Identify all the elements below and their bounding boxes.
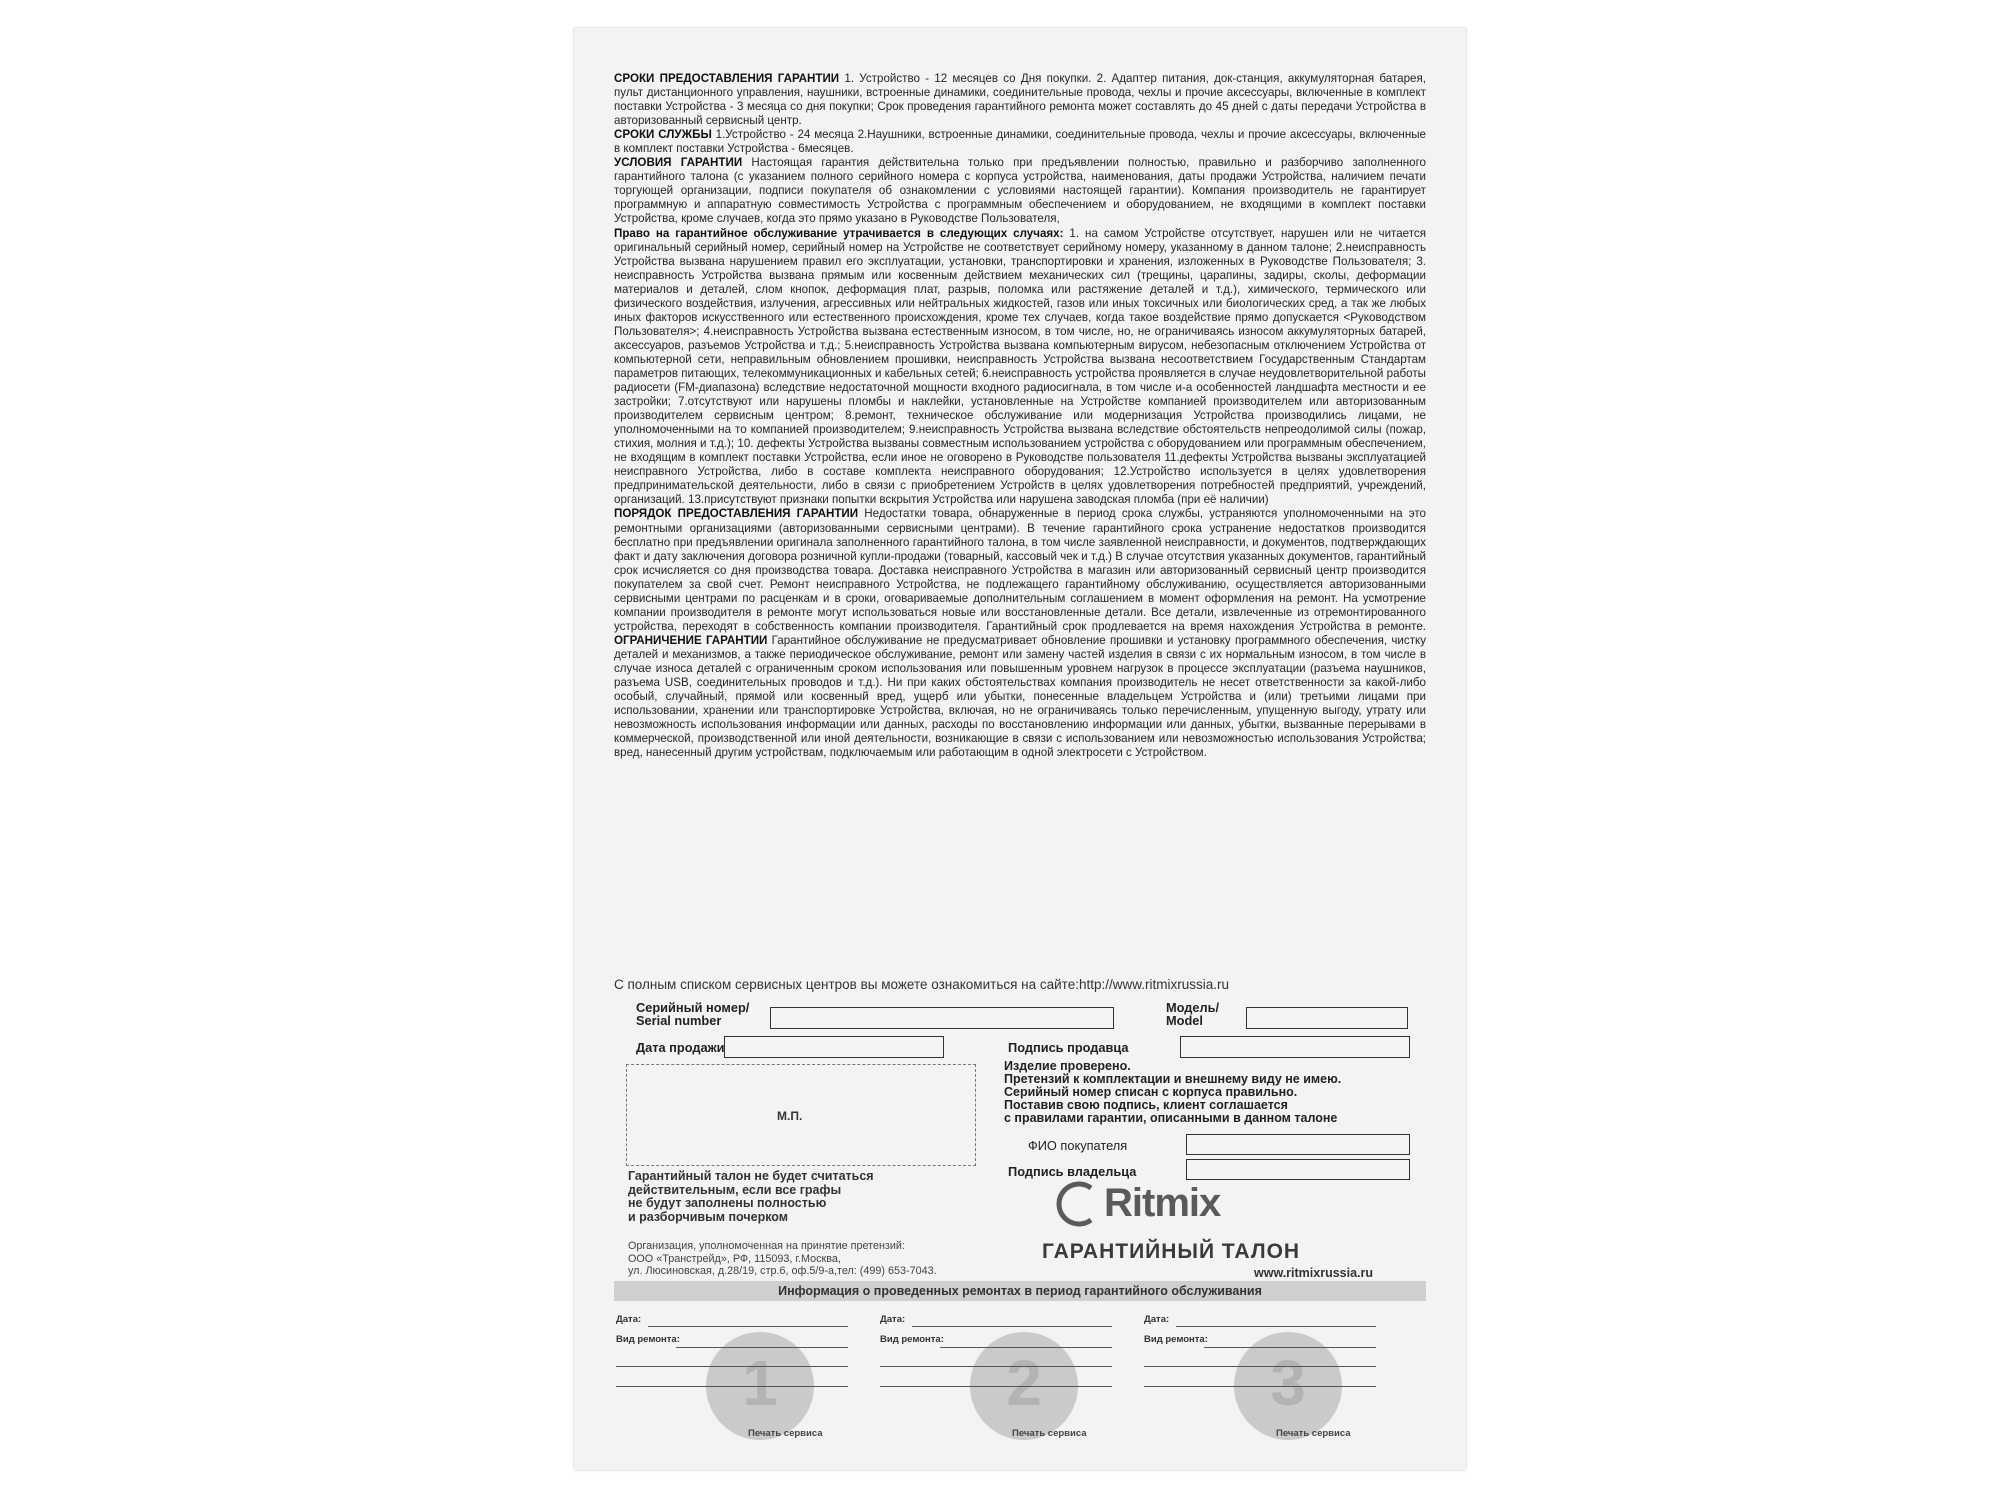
stamp-area xyxy=(626,1064,976,1166)
ritmix-logo-icon xyxy=(1049,1180,1109,1228)
repair-number-badge: 1 xyxy=(706,1332,814,1440)
terms-paragraph xyxy=(614,227,1426,508)
repair-type-line[interactable] xyxy=(676,1347,848,1348)
validity-note: Гарантийный талон не будет считаться действительным, если все графы не будут заполнены полностью и разборчивым почерком xyxy=(628,1169,874,1224)
terms-paragraph xyxy=(614,156,1426,226)
repairs-heading: Информация о проведенных ремонтах в период гарантийного обслуживания xyxy=(614,1281,1426,1301)
model-label: Модель/ Model xyxy=(1166,1000,1220,1028)
serial-number-field[interactable] xyxy=(770,1007,1114,1029)
terms-paragraph xyxy=(614,507,1426,760)
repair-type-label: Вид ремонта: xyxy=(616,1334,680,1345)
coupon-title: ГАРАНТИЙНЫЙ ТАЛОН xyxy=(1042,1240,1301,1263)
repair-number-badge: 3 xyxy=(1234,1332,1342,1440)
terms-body: Гарантийное обслуживание не предусматривает обновление прошивки и установку программного обеспечения, чистку деталей и механизмов, а также периодическое обслуживание, ремонт или замену частей изделия в связи с их нормальным износом, в том числе в случае износа деталей с ограниченным сроком использования или повышенным уровнем нагрузок в процессе эксплуатации (разъема наушников, разъема USB, соединительных проводов и т.д.). Ни при каких обстоятельствах компания производитель не несет ответственности за какой-либо особый, случайный, прямой или косвенный вред, ущерб или убытки, понесенные владельцем Устройства и (или) третьими лицами при использовании, хранении или транспортировке Устройства, включая, но не ограничиваясь только перечисленным, упущенную выгоду, утрату или невозможность использования информации или данных, расходы по восстановлению информации или данных, убытки, вызванные перерывами в коммерческой, производственной или иной деятельности, возникающие в связи с использованием или невозможностью использования Устройства; вред, нанесенный другим устройствам, подключаемым или работающим в одной электросети с Устройством. xyxy=(614,633,1427,760)
terms-body: 1. Устройство - 12 месяцев со Дня покупки. 2. Адаптер питания, док-станция, аккумуляторная батарея, пульт дистанционного управления, наушники, встроенные динамики, соединительные провода, чехлы и прочие аксессуары, включенные в комплект поставки Устройства - 3 месяца со дня покупки; Срок проведения гарантийного ремонта может составлять до 45 дней с даты передачи Устройства в авторизованный сервисный центр. xyxy=(614,72,1426,128)
repair-date-label: Дата: xyxy=(616,1314,642,1325)
terms-body: 1. на самом Устройстве отсутствует, нарушен или не читается оригинальный серийный номер, серийный номер на Устройстве не соответствует серийному номеру, указанному в данном талоне; 2.неисправность Устройства вызвана нарушением правил его эксплуатации, установки, транспортировки и хранения, изложенных в Руководстве Пользователя; 3. неисправность Устройства вызвана прямым или косвенным действием механических сил (трещины, царапины, задиры, сколы, деформации материалов и деталей, слом кнопок, деформация плат, разрыв, поломка или растяжение деталей и т.д.), химического, термического или физического воздействия, излучения, агрессивных или нейтральных жидкостей, газов или иных токсичных или биологических сред, а так же любых иных факторов искусственного или естественного происхождения, кроме тех случаев, когда такое воздействие прямо допускается <Руководством Пользователя>; 4.неисправность Устройства вызвана естественным износом, в том числе, но, не ограничиваясь износом аккумуляторных батарей, аксессуаров, разъемов Устройства и т.д.; 5.неисправность Устройства вызвана компьютерным вирусом, небезопасным отключением Устройства от компьютерной сети, неправильным обновлением прошивки, неисправность Устройства вызвана несоответствием Государственным Стандартам параметров питающих, телекоммуникационных и кабельных сетей; 6.неисправность устройства проявляется в случае неудовлетворительной работы радиосети (FM-диапазона) вследствие недостаточной мощности входного радиосигнала, в том числе и-а особенностей ландшафта местности и ее застройки; 7.отсутствуют или нарушены пломбы и наклейки, установленные на Устройстве компанией производителем или авторизованным производителем сервисным центром; 8.ремонт, техническое обслуживание или модернизация Устройства производились лицами, не уполномоченными на то компанией производителем; 9.неисправность Устройства вызвана вследствие обстоятельств непреодолимой силы (пожар, стихия, молния и т.д.); 10. дефекты Устройства вызваны совместным использованием устройства с оборудованием или программным обеспечением, не входящим в комплект поставки Устройства, если иное не оговорено в Руководстве пользователя 11.дефекты Устройства вызваны эксплуатацией неисправного Устройства, либо в составе комплекта неисправного оборудования; 12.Устройство используется в целях удовлетворения предпринимательской деятельности, либо в связи с приобретением Устройств в целях удовлетворения потребностей предприятий, учреждений, организаций. 13.присутствуют признаки попытки вскрытия Устройства или нарушена заводская пломба (при её наличии) xyxy=(614,226,1426,507)
warranty-sheet xyxy=(574,28,1466,1470)
repair-type-line-2[interactable] xyxy=(880,1366,1112,1367)
repair-date-line[interactable] xyxy=(912,1326,1112,1327)
repair-type-label: Вид ремонта: xyxy=(1144,1334,1208,1345)
repair-type-line-3[interactable] xyxy=(616,1386,848,1387)
repair-type-line-3[interactable] xyxy=(1144,1386,1376,1387)
repair-type-line-2[interactable] xyxy=(1144,1366,1376,1367)
seller-signature-field[interactable] xyxy=(1180,1036,1410,1058)
repair-type-line[interactable] xyxy=(1204,1347,1376,1348)
terms-paragraph xyxy=(614,128,1426,156)
service-seal-label: Печать сервиса xyxy=(1276,1428,1351,1439)
owner-signature-label: Подпись владельца xyxy=(1008,1164,1137,1179)
terms-body: Настоящая гарантия действительна только при предъявлении полностью, правильно и разборчиво заполненного гарантийного талона (с указанием полного серийного номера с корпуса устройства, наименования, даты продажи Устройства, наличием печати торгующей организации, подписи покупателя об ознакомлении с условиями настоящей гарантии). Компания производитель не гарантирует программную и аппаратную совместимость Устройства с программным обеспечением и оборудованием, не входящими в комплект поставки Устройства, кроме случаев, когда это прямо указано в Руководстве Пользователя, xyxy=(614,156,1426,226)
service-seal-label: Печать сервиса xyxy=(748,1428,823,1439)
terms-heading: УСЛОВИЯ ГАРАНТИИ xyxy=(614,156,743,170)
repair-type-line[interactable] xyxy=(940,1347,1112,1348)
repair-number-badge: 2 xyxy=(970,1332,1078,1440)
model-field[interactable] xyxy=(1246,1007,1408,1029)
stamp-label: М.П. xyxy=(777,1109,803,1123)
repair-date-line[interactable] xyxy=(1176,1326,1376,1327)
repair-date-label: Дата: xyxy=(880,1314,906,1325)
buyer-name-field[interactable] xyxy=(1186,1134,1410,1155)
terms-heading: ПОРЯДОК ПРЕДОСТАВЛЕНИЯ ГАРАНТИИ xyxy=(614,507,859,521)
repair-type-line-3[interactable] xyxy=(880,1386,1112,1387)
sale-date-label: Дата продажи xyxy=(636,1040,725,1055)
coupon-website: www.ritmixrussia.ru xyxy=(1254,1266,1374,1280)
repair-slot-1 xyxy=(614,1314,876,1444)
terms-heading: Право на гарантийное обслуживание утрачивается в следующих случаях: xyxy=(614,226,1064,240)
terms-heading: ОГРАНИЧЕНИЕ ГАРАНТИИ xyxy=(614,633,768,647)
terms-heading: СРОКИ ПРЕДОСТАВЛЕНИЯ ГАРАНТИИ xyxy=(614,72,840,85)
owner-signature-field[interactable] xyxy=(1186,1159,1410,1180)
repair-date-label: Дата: xyxy=(1144,1314,1170,1325)
repair-date-line[interactable] xyxy=(648,1326,848,1327)
sale-date-field[interactable] xyxy=(724,1036,944,1058)
repair-slot-3 xyxy=(1142,1314,1404,1444)
repair-type-label: Вид ремонта: xyxy=(880,1334,944,1345)
terms-body: 1.Устройство - 24 месяца 2.Наушники, встроенные динамики, соединительные провода, чехлы и прочие аксессуары, включенные в комплект поставки Устройства - 6месяцев. xyxy=(614,128,1427,156)
terms-paragraph xyxy=(614,72,1426,128)
terms-body: Недостатки товара, обнаруженные в период срока службы, устраняются уполномоченными на это ремонтными организациями (авторизованными сервисными центрами). В течение гарантийного срока устранение недостатков производится бесплатно при предъявлении оригинала заполненного гарантийного талона, в том числе заявленной неисправности, и документов, подтверждающих факт и дату заключения договора розничной купли-продажи (товарный, кассовый чек и т.д.) В случае отсутствия указанных документов, гарантийный срок исчисляется со дня производства товара. Доставка неисправного Устройства в магазин или авторизованный сервисный центр производится покупателем за свой счет. Ремонт неисправного Устройства, не подлежащего гарантийному обслуживанию, осуществляется авторизованными сервисными центрами по расценкам и в сроки, оговариваемые дополнительным соглашением в момент оформления на ремонт. На усмотрение компании производителя в ремонте могут использоваться новые или восстановленные детали. Все детали, извлеченные из отремонтированного устройства, переходят в собственность компании производителя. Гарантийный срок продлевается на время нахождения Устройства в ремонте. xyxy=(614,507,1426,633)
terms-heading: СРОКИ СЛУЖБЫ xyxy=(614,128,712,142)
seller-signature-label: Подпись продавца xyxy=(1008,1040,1129,1055)
repair-slot-2 xyxy=(878,1314,1140,1444)
brand-logo-text: Ritmix xyxy=(1104,1181,1221,1225)
warranty-terms-text xyxy=(614,72,1426,760)
buyer-name-label: ФИО покупателя xyxy=(1028,1138,1128,1153)
inspection-statement: Изделие проверено. Претензий к комплектации и внешнему виду не имею. Серийный номер списан с корпуса правильно. Поставив свою подпись, клиент соглашается с правилами гарантии, описанными в данном талоне xyxy=(1004,1059,1342,1125)
organization-info: Организация, уполномоченная на принятие претензий: ООО «Транстрейд», РФ, 115093, г.Москва, ул. Люсиновская, д.28/19, стр.6, оф.5/9-а,тел: (499) 653-7043. xyxy=(628,1240,937,1277)
repair-type-line-2[interactable] xyxy=(616,1366,848,1367)
serial-number-label: Серийный номер/ Serial number xyxy=(636,1000,750,1028)
service-seal-label: Печать сервиса xyxy=(1012,1428,1087,1439)
service-centers-line: С полным списком сервисных центров вы можете ознакомиться на сайте:http://www.ritmixrussia.ru xyxy=(614,977,1229,992)
